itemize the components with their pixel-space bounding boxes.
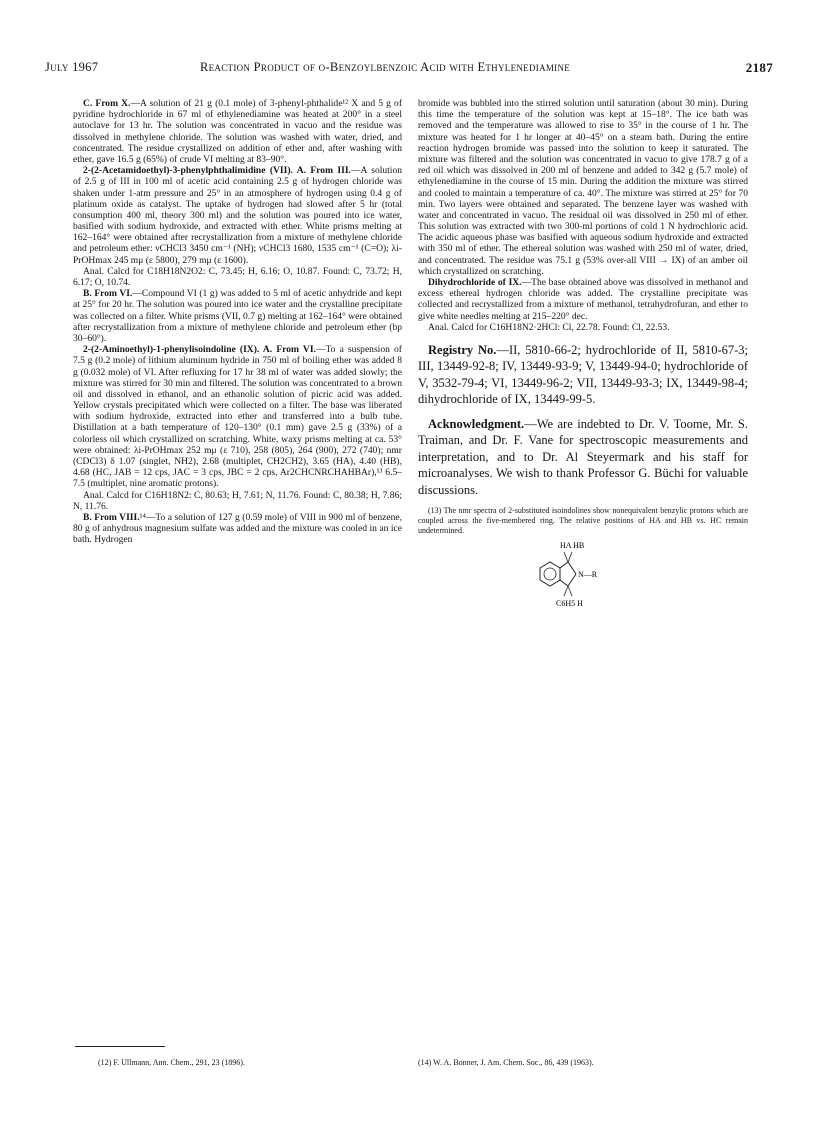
structure-label-top: HA HB — [560, 541, 585, 551]
paragraph-head: B. From VI. — [83, 288, 133, 300]
paragraph — [73, 344, 402, 489]
registry-paragraph — [418, 342, 748, 408]
paragraph — [73, 266, 402, 288]
paragraph — [418, 277, 748, 322]
paragraph-head: 2-(2-Acetamidoethyl)-3-phenylphthalimidine (VII). A. From III. — [83, 165, 351, 177]
header-date: July 1967 — [45, 60, 99, 74]
left-column — [73, 98, 402, 546]
paragraph-text: —To a suspension of 7.5 g (0.2 mole) of lithium aluminum hydride in 750 ml of boiling ether was added 8 g (0.032 mole) of VI. After refluxing for 17 hr 38 ml of water was added slowly; the mixture was stirred for 30 min and filtered. The solution was concentrated to a brown oil and dissolved in ethanol, and an ethanolic solution of picric acid was added. Yellow crystals precipitated which were collected on a filter. The base was liberated with sodium hydroxide, extracted into ether and transferred into a bulb tube. Distillation at a bath temperature of 120–130° (0.1 mm) gave 2.5 g (33%) of a colorless oil which crystallized on scratching. White, waxy prisms melting at ca. 53° were obtained: λi-PrOHmax 252 mμ (ε 710), 258 (805), 264 (900), 272 (740); nmr (CDCl3) δ 1.07 (singlet, NH2), 2.68 (multiplet, CH2CH2), 3.65 (HA), 4.40 (HB), 4.68 (HC, JAB = 12 cps, JAC = 3 cps, JBC = 2 cps, Ar2CHCNRCHAHBAr),¹³ 6.5–7.5 (multiplet, nine aromatic protons). — [73, 344, 402, 490]
running-header — [40, 60, 773, 80]
footnote-rule — [75, 1046, 165, 1047]
structure-drawing — [526, 540, 636, 612]
paragraph-text: —A solution of 2.5 g of III in 100 ml of acetic acid containing 2.5 g of hydrogen chloride was shaken under 1-atm pressure and 25° in an atmosphere of hydrogen using 0.4 g of platinum oxide as catalyst. The uptake of hydrogen had slowed after 5 hr (total consumption 400 ml, theory 300 ml) and the solution was poured into ice water, basified with sodium hydroxide, and extracted with ether. White prisms melting at 162–164° were obtained after recrystallization from a mixture of methylene chloride and petroleum ether: νCHCl3 3450 cm⁻¹ (NH); νCHCl3 1680, 1535 cm⁻¹ (C=O); λi-PrOHmax 245 mμ (ε 5800), 279 mμ (ε 1600). — [73, 165, 402, 266]
header-title: Reaction Product of o-Benzoylbenzoic Acid with Ethylenediamine — [200, 60, 571, 74]
paragraph-text: ¹⁴—To a solution of 127 g (0.59 mole) of VIII in 900 ml of benzene, 80 g of anhydrous magnesium sulfate was added and the mixture was cooled in an ice bath. Hydrogen — [73, 511, 403, 546]
paragraph-head: B. From VIII. — [83, 511, 140, 523]
paragraph-text: bromide was bubbled into the stirred solution until saturation (about 30 min). During this time the temperature of the solution was kept at 15–18°. The ice bath was removed and the temperature was allowed to rise to 35° in the course of 1 hr. The mixture was heated for 1 hr longer at 40–45° on a steam bath. During the entire reaction hydrogen bromide was passed into the solution to keep it saturated. The mixture was filtered and the solution was concentrated in vacuo to give 178.7 g of a red oil which was dissolved in 200 ml of benzene and added to 342 g (5.7 mole) of ethylenediamine in the course of 15 min. During the addition the mixture was stirred and cooled to maintain a temperature of ca. 40°. The mixture was stirred at 25° for 70 min. Two layers were obtained and separated. The benzene layer was washed with water and concentrated in vacuo. The residual oil was dissolved in 250 ml of ether. This solution was extracted with two 300-ml portions of cold 1 N hydrochloric acid. The acidic aqueous phase was basified with aqueous sodium hydroxide and extracted with 350 ml of ether. The ethereal solution was washed with 250 ml of water, dried, and concentrated. The residue was 75.1 g (53% over-all VIII → IX) of an amber oil which crystallized on scratching. — [418, 98, 748, 277]
paragraph — [73, 490, 402, 512]
footnote-12: (12) F. Ullmann, Ann. Chem., 291, 23 (1896). — [98, 1058, 245, 1067]
structure-label-right: N—R — [578, 570, 598, 580]
page-number: 2187 — [745, 60, 773, 75]
paragraph — [73, 288, 402, 344]
acknowledgment-text: —We are indebted to Dr. V. Toome, Mr. S. Traiman, and Dr. F. Vane for spectroscopic measurements and interpretation, and to Dr. Al Steyermark and his staff for microanalyses. We wish to thank Professor G. Büchi for valuable discussions. — [418, 416, 748, 497]
registry-head: Registry No. — [428, 342, 497, 357]
paragraph — [418, 98, 748, 277]
footnote-14: (14) W. A. Bonner, J. Am. Chem. Soc., 86, 439 (1963). — [418, 1058, 594, 1067]
isoindoline-structure — [418, 536, 748, 610]
acknowledgment-head: Acknowledgment. — [428, 416, 525, 431]
acknowledgment-paragraph — [418, 416, 748, 499]
structure-label-bottom: C6H5 H — [556, 599, 583, 609]
paragraph — [73, 512, 402, 546]
paragraph-text: —The base obtained above was dissolved in methanol and excess ethereal hydrogen chloride was added. The crystalline precipitate was collected and recrystallized from a mixture of methanol, tetrahydrofuran, and ether to give white needles melting at 215–220° dec. — [418, 277, 748, 322]
paragraph — [73, 165, 402, 266]
paragraph-head: C. From X. — [83, 98, 131, 109]
paragraph-head: Dihydrochloride of IX. — [428, 277, 522, 288]
footnote-13: (13) The nmr spectra of 2-substituted isoindolines show nonequivalent benzylic protons which are coupled across the five-membered ring. The relative positions of HA and HB vs. HC remain undetermined. — [418, 506, 748, 536]
right-column — [418, 98, 748, 610]
paragraph-text: Anal. Calcd for C16H18N2·2HCl: Cl, 22.78. Found: Cl, 22.53. — [428, 321, 670, 333]
paragraph — [73, 98, 402, 165]
registry-text: —II, 5810-66-2; hydrochloride of II, 5810-67-3; III, 13449-92-8; IV, 13449-93-9; V, 13449-94-0; hydrochloride of V, 3532-79-4; VI, 13449-96-2; VII, 13449-93-3; IX, 13449-98-4; dihydrochloride of IX, 13449-99-5. — [418, 342, 748, 407]
paragraph-text: Anal. Calcd for C16H18N2: C, 80.63; H, 7.61; N, 11.76. Found: C, 80.38; H, 7.86; N, 11.76. — [73, 489, 402, 512]
paragraph — [418, 322, 748, 333]
paragraph-text: —Compound VI (1 g) was added to 5 ml of acetic anhydride and kept at 25° for 20 hr. The solution was poured into ice water and the crystalline precipitate was collected on a filter. White prisms (VII, 0.7 g) melting at 162–164° were obtained after recrystallization from a mixture of methylene chloride and petroleum ether (bp 30–60°). — [73, 288, 402, 344]
paragraph-head: 2-(2-Aminoethyl)-1-phenylisoindoline (IX). A. From VI. — [83, 344, 316, 356]
paragraph-text: —A solution of 21 g (0.1 mole) of 3-phenyl-phthalide¹² X and 5 g of pyridine hydrochloride in 67 ml of ethylenediamine was heated at 200° in a steel autoclave for 13 hr. The solution was concentrated in vacuo and the residue was dissolved in methylene chloride. The solution was washed with water, dried, and concentrated. The residue crystallized on addition of ether and, after washing with ether, gave 16.5 g (65%) of crude VI melting at 83–90°. — [73, 98, 402, 165]
paragraph-text: Anal. Calcd for C18H18N2O2: C, 73.45; H, 6.16; O, 10.87. Found: C, 73.72; H, 6.17; O, 10.74. — [73, 265, 402, 288]
